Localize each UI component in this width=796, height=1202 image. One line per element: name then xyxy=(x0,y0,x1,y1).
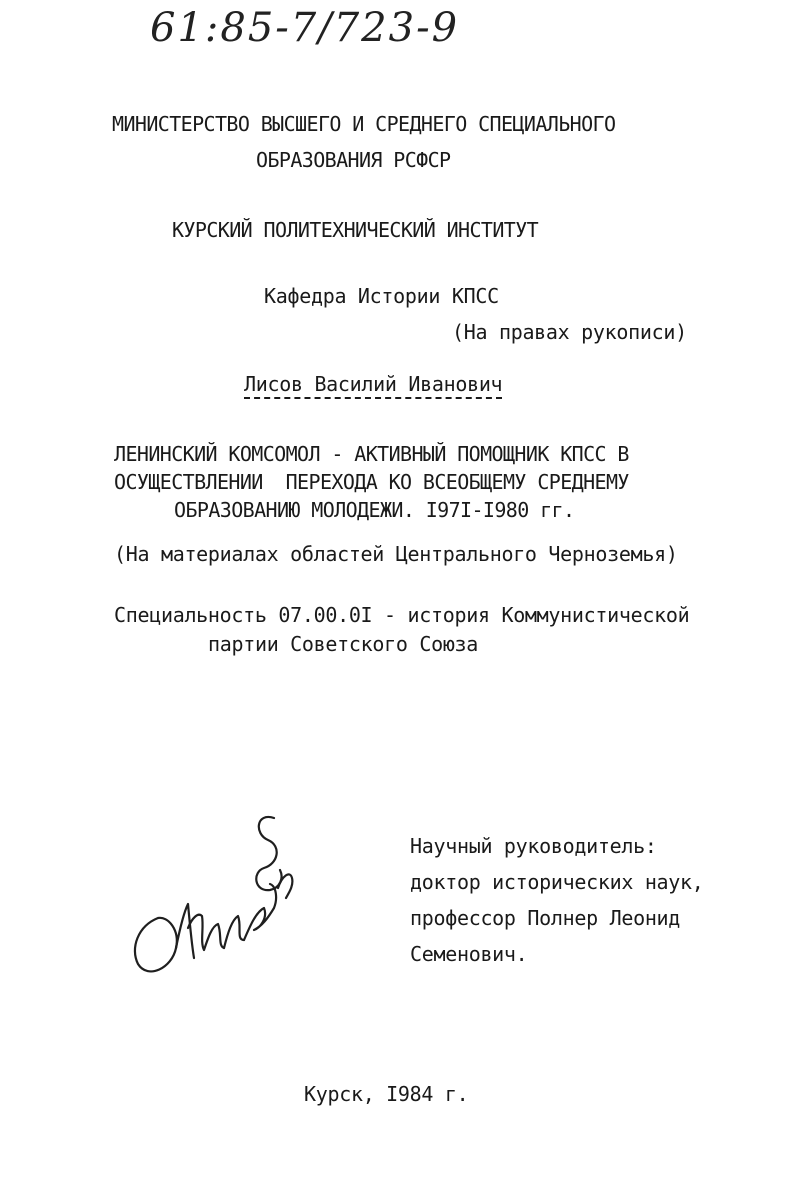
ministry-line-2: ОБРАЗОВАНИЯ РСФСР xyxy=(256,148,451,172)
supervisor-line-4: Семенович. xyxy=(410,942,528,966)
manuscript-note: (На правах рукописи) xyxy=(452,320,687,344)
department-name: Кафедра Истории КПСС xyxy=(264,284,499,308)
specialty-line-1: Специальность 07.00.0I - история Коммунистической xyxy=(114,603,690,627)
place-and-year: Курск, I984 г. xyxy=(304,1082,469,1106)
thesis-title-line-3: ОБРАЗОВАНИЮ МОЛОДЕЖИ. I97I-I980 гг. xyxy=(174,498,575,522)
thesis-title-line-2: ОСУЩЕСТВЛЕНИИ ПЕРЕХОДА КО ВСЕОБЩЕМУ СРЕДНЕМУ xyxy=(114,470,629,494)
supervisor-line-3: профессор Полнер Леонид xyxy=(410,906,681,930)
supervisor-line-2: доктор исторических наук, xyxy=(410,870,704,894)
author-signature xyxy=(128,808,298,984)
supervisor-line-1: Научный руководитель: xyxy=(410,834,657,858)
institute-name: КУРСКИЙ ПОЛИТЕХНИЧЕСКИЙ ИНСТИТУТ xyxy=(172,218,539,242)
specialty-line-2: партии Советского Союза xyxy=(208,632,479,656)
ministry-line-1: МИНИСТЕРСТВО ВЫСШЕГО И СРЕДНЕГО СПЕЦИАЛЬНОГО xyxy=(112,112,616,136)
archive-code-handwritten: 61:85-7/723-9 xyxy=(150,5,460,51)
thesis-subtitle: (На материалах областей Центрального Черноземья) xyxy=(114,542,678,566)
thesis-title-line-1: ЛЕНИНСКИЙ КОМСОМОЛ - АКТИВНЫЙ ПОМОЩНИК КПСС В xyxy=(114,442,629,466)
author-name: Лисов Василий Иванович xyxy=(244,372,502,399)
